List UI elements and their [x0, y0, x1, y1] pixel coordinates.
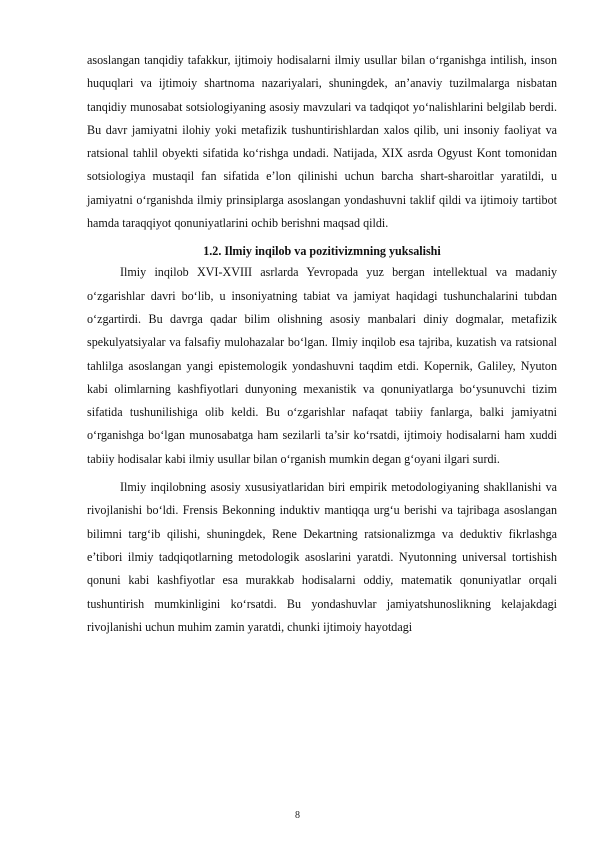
- page-number: 8: [295, 810, 300, 821]
- paragraph-intro: asoslangan tanqidiy tafakkur, ijtimoiy hodisalarni ilmiy usullar bilan o‘rganishga intilish, inson huquqlari va ijtimoiy shartnoma nazariyalari, shuningdek, an’anaviy tuzilmalarga nisbatan tanqidiy munosabat sotsiologiyaning asosiy mavzulari va tadqiqot yo‘nalishlarini belgilab berdi. Bu davr jamiyatni ilohiy yoki metafizik tushuntirishlardan xalos qilib, uni insoniy faoliyat va ratsional tahlil obyekti sifatida ko‘rishga undadi. Natijada, XIX asrda Ogyust Kont tomonidan sotsiologiya mustaqil fan sifatida e’lon qilinishi uchun barcha shart-sharoitlar yaratildi, u jamiyatni o‘rganishda ilmiy prinsiplarga asoslangan yondashuvni taklif qildi va ijtimoiy tartibot hamda taraqqiyot qonuniyatlarini ochib berishni maqsad qildi.: [87, 53, 557, 231]
- document-page: [87, 49, 557, 639]
- section-heading: 1.2. Ilmiy inqilob va pozitivizmning yuksalishi: [203, 244, 441, 259]
- paragraph-empirical-method: Ilmiy inqilobning asosiy xususiyatlaridan biri empirik metodologiyaning shakllanishi va rivojlanishi bo‘ldi. Frensis Bekonning induktiv mantiqqa urg‘u berishi va tajribaga asoslangan bilimni targ‘ib qilishi, shuningdek, Rene Dekartning ratsionalizmga va deduktiv fikrlashga e’tibori ilmiy tadqiqotlarning metodologik asoslarini yaratdi. Nyutonning universal tortishish qonuni kabi kashfiyotlar esa murakkab hodisalarni oddiy, matematik qonuniyatlar orqali tushuntirish mumkinligini ko‘rsatdi. Bu yondashuvlar jamiyatshunoslikning kelajakdagi rivojlanishi uchun muhim zamin yaratdi, chunki ijtimoiy hayotdagi: [87, 480, 557, 634]
- paragraph-scientific-revolution: Ilmiy inqilob XVI-XVIII asrlarda Yevropada yuz bergan intellektual va madaniy o‘zgarishlar davri bo‘lib, u insoniyatning tabiat va jamiyat haqidagi tushunchalarini tubdan o‘zgartirdi. Bu davrga qadar bilim olishning asosiy manbalari diniy dogmalar, metafizik spekulyatsiyalar va falsafiy mulohazalar bo‘lgan. Ilmiy inqilob esa tajriba, kuzatish va ratsional tahlilga asoslangan yangi epistemologik yondashuvni taqdim etdi. Kopernik, Galiley, Nyuton kabi olimlarning kashfiyotlari dunyoning mexanistik va qonuniyatlarga bo‘ysunuvchi tizim sifatida tushunilishiga olib keldi. Bu o‘zgarishlar nafaqat tabiiy fanlarga, balki jamiyatni o‘rganishga bo‘lgan munosabatga ham sezilarli ta’sir ko‘rsatdi, ijtimoiy hodisalarni ham xuddi tabiiy hodisalar kabi ilmiy usullar bilan o‘rganish mumkin degan g‘oyani ilgari surdi.: [87, 265, 557, 466]
